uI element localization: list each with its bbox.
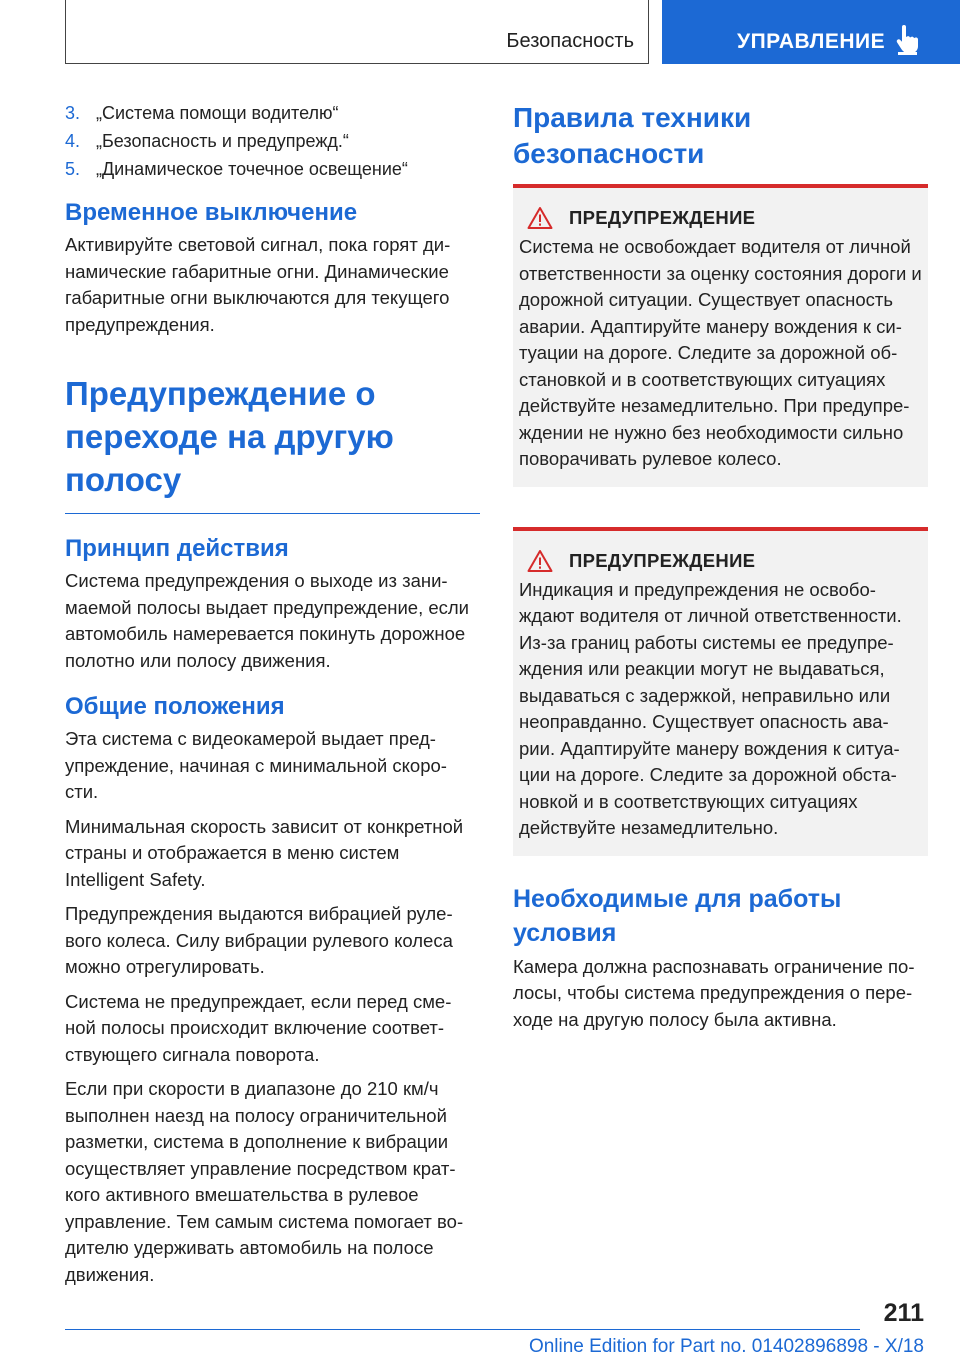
- list-item: [65, 156, 480, 182]
- list-item: [65, 128, 480, 154]
- general-heading: Общие положения: [65, 693, 285, 720]
- warning-text: Индикация и предупреждения не освобо-ждают водителя от личной ответственности. Из-за границ работы системы ее предупре-ждения или реакции могут не выдаваться, выдаваться с задержкой, неправильно или неоправданно. Существует опасность ава-рии. Адаптируйте манеру вождения к ситуа-ции на дороге. Следите за дорожной обста-новкой и в соответствующих ситуациях действуйте незамедлительно.: [519, 578, 902, 838]
- footer-divider: [65, 1329, 860, 1330]
- list-item-number: 3.: [65, 103, 81, 123]
- hand-pointer-icon: [895, 25, 921, 55]
- list-item-text: „Динамическое точечное освещение“: [96, 159, 408, 179]
- general-paragraph: Эта система с видеокамерой выдает пред-упреждение, начиная с минимальной скоро-сти.: [65, 728, 447, 802]
- list-item-number: 4.: [65, 131, 81, 151]
- warning-triangle-icon: [527, 206, 553, 230]
- general-paragraph: Предупреждения выдаются вибрацией руле-вого колеса. Силу вибрации рулевого колеса можно отрегулировать.: [65, 903, 453, 977]
- list-item-number: 5.: [65, 159, 81, 179]
- warning-text: Система не освобождает водителя от личной ответственности за оценку состояния дороги и дорожной ситуации. Существует опасность аварии. Адаптируйте манеру вождения к си-туации на дороге. Следите за дорожной об-становкой и в соответствующих ситуациях действуйте незамедлительно. При предупре-ждении не нужно без необходимости сильно поворачивать рулевое колесо.: [519, 236, 922, 469]
- requirements-text: Камера должна распознавать ограничение по-лосы, чтобы система предупреждения о пере-ходе на другую полосу была активна.: [513, 955, 915, 1030]
- title-divider: [65, 513, 480, 514]
- warning-header: [519, 549, 922, 573]
- tab-upravlenie[interactable]: [662, 0, 960, 64]
- header-section-title: Безопасность: [506, 30, 634, 52]
- warning-label: ПРЕДУПРЕЖДЕНИЕ: [569, 549, 756, 571]
- right-column: [513, 100, 928, 1041]
- menu-path-list: [65, 100, 480, 182]
- warning-box: [513, 184, 928, 487]
- requirements-heading: Необходимые для работы условия: [513, 884, 842, 947]
- footer-edition: Online Edition for Part no. 01402896898 - X/18: [528, 1336, 924, 1357]
- temp-off-text: Активируйте световой сигнал, пока горят ди-намические габаритные огни. Динамические габаритные огни выключаются для текущего предупреждения.: [65, 234, 451, 335]
- warning-box: [513, 527, 928, 856]
- list-item: [65, 100, 480, 126]
- header-section-box: [65, 0, 649, 64]
- left-column: [65, 100, 480, 1296]
- principle-text: Система предупреждения о выходе из зани-маемой полосы выдает предупреждение, если автомобиль намеревается покинуть дорожное полотно или полосу движения.: [65, 570, 470, 671]
- safety-title: Правила техники безопасности: [513, 102, 752, 169]
- list-item-text: „Безопасность и предупрежд.“: [96, 131, 349, 151]
- page-number: 211: [883, 1299, 924, 1327]
- principle-heading: Принцип действия: [65, 535, 289, 562]
- list-item-text: „Система помощи водителю“: [96, 103, 339, 123]
- temp-off-heading: Временное выключение: [65, 199, 358, 226]
- general-paragraph: Система не предупреждает, если перед сме-ной полосы происходит включение соответ-ствующего сигнала поворота.: [65, 990, 452, 1065]
- warning-triangle-icon: [527, 549, 553, 573]
- warning-label: ПРЕДУПРЕЖДЕНИЕ: [569, 207, 756, 228]
- tab-label: УПРАВЛЕНИЕ: [737, 30, 886, 53]
- general-paragraph: Если при скорости в диапазоне до 210 км/ч выполнен наезд на полосу ограничительной разметки, система в дополнение к вибрации осуществляет управление посредством крат-кого активного вмешательства в рулевое управление. Тем самым система помогает во-дителю удерживать автомобиль на полосе движения.: [65, 1078, 464, 1285]
- general-paragraph: Минимальная скорость зависит от конкретной страны и отображается в меню систем Intelligent Safety.: [65, 815, 464, 890]
- warning-header: [519, 206, 922, 230]
- lane-warning-title: Предупреждение о переходе на другую полосу: [65, 375, 394, 498]
